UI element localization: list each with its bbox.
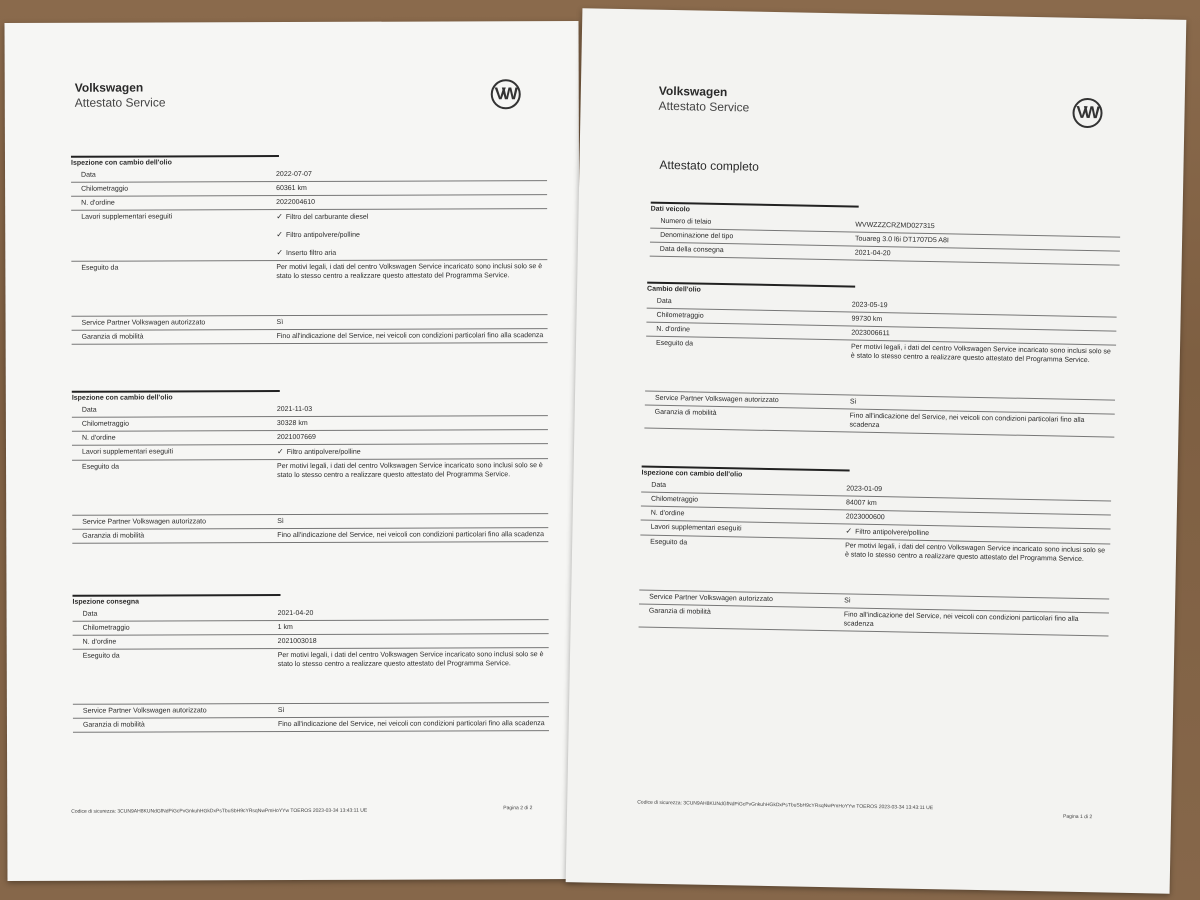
row-value: Sì — [277, 707, 285, 715]
list-item — [276, 229, 547, 240]
row-value: 99730 km — [851, 315, 883, 324]
vehicle-data-section — [650, 202, 1121, 266]
row-label: Eseguito da — [650, 538, 688, 547]
row-value: Fino all'indicazione del Service, nei veicoli con condizioni particolari fino alla scadenza — [276, 332, 544, 341]
row-value: Fino all'indicazione del Service, nei veicoli con condizioni particolari fino alla scadenza — [277, 531, 545, 540]
table-row — [71, 260, 547, 317]
vw-logo-icon: VW — [491, 79, 521, 109]
row-label: N. d'ordine — [650, 509, 685, 518]
row-label: Eseguito da — [82, 463, 120, 471]
row-label: Eseguito da — [82, 652, 120, 660]
row-value: Fino all'indicazione del Service, nei veicoli con condizioni particolari fino alla scadenza — [843, 611, 1079, 628]
row-value: 2023006611 — [851, 329, 890, 338]
row-value: 2021-04-20 — [277, 609, 314, 618]
inspection-section — [639, 466, 1112, 637]
brand-name: Volkswagen — [658, 83, 728, 100]
row-value: 2022004610 — [276, 198, 316, 207]
row-label: N. d'ordine — [81, 199, 115, 207]
row-label: N. d'ordine — [656, 325, 690, 334]
extra-work-list — [277, 444, 548, 459]
extra-work-list — [276, 209, 547, 260]
row-label: Chilometraggio — [656, 311, 704, 320]
row-value: 2021003018 — [277, 637, 317, 646]
section-title: Ispezione con cambio dell'olio — [71, 155, 279, 168]
table-row — [72, 329, 548, 345]
row-label: Garanzia di mobilità — [82, 532, 145, 540]
row-value — [844, 539, 1110, 598]
table-row — [73, 717, 549, 733]
executed-text: Per motivi legali, i dati del centro Volkswagen Service incaricato sono inclusi solo se è stato lo stesso centro a realizzare questo attestato del Programma Service. — [850, 343, 1111, 365]
row-label: Data — [81, 171, 96, 179]
section-title: Ispezione consegna — [73, 594, 281, 607]
executed-text: Per motivi legali, i dati del centro Volkswagen Service incaricato sono inclusi solo se è stato lo stesso centro a realizzare questo attestato del Programma Service. — [276, 263, 543, 281]
row-label: Garanzia di mobilità — [81, 333, 144, 341]
check-icon: ✓ — [276, 248, 284, 258]
oil-change-section — [644, 282, 1117, 438]
service-section-3 — [73, 593, 549, 733]
list-item — [276, 247, 547, 258]
row-label: Service Partner Volkswagen autorizzato — [82, 707, 207, 715]
table-row — [72, 444, 548, 461]
check-icon: ✓ — [276, 230, 283, 240]
row-label: Eseguito da — [81, 264, 119, 272]
row-value: 2023-05-19 — [851, 301, 888, 310]
row-value: Fino all'indicazione del Service, nei veicoli con condizioni particolari fino alla scadenza — [849, 412, 1085, 430]
row-value: 2023-01-09 — [846, 485, 883, 494]
row-value: Sì — [844, 597, 851, 605]
row-label: Chilometraggio — [650, 495, 699, 504]
list-item — [276, 211, 547, 222]
row-value: Fino all'indicazione del Service, nei veicoli con condizioni particolari fino alla scadenza — [277, 720, 545, 729]
row-label: N. d'ordine — [82, 638, 117, 646]
row-label: Lavori supplementari eseguiti — [81, 448, 174, 456]
row-value: 2023000600 — [845, 513, 885, 522]
brand-block — [658, 84, 749, 116]
table-row — [72, 459, 548, 516]
row-label: Chilometraggio — [82, 624, 130, 632]
vw-logo-icon: VW — [1072, 98, 1103, 129]
section-title: Dati veicolo — [651, 202, 859, 218]
item-text: Filtro antipolvere/polline — [286, 448, 361, 457]
row-label: Numero di telaio — [660, 217, 712, 226]
row-value — [276, 260, 547, 315]
security-code-footer: Codice di sicurezza: 3CUN9AH8KUNdGfNdPiGcPvGnkuhHGkDxPsTbuSbH9cYRsqNwPmHoYYw TOEROS 2023-03-34 13:43:11 UE — [71, 807, 368, 815]
row-value: Touareg 3.0 l6i DT1707D5 A8I — [854, 235, 949, 245]
row-label: Service Partner Volkswagen autorizzato — [81, 319, 206, 327]
page-number: Pagina 1 di 2 — [1062, 813, 1093, 821]
row-value: 2022-07-07 — [276, 170, 312, 179]
row-label: Data della consegna — [659, 245, 724, 255]
row-value — [278, 648, 549, 703]
item-text: Inserto filtro aria — [286, 249, 337, 258]
executed-text: Per motivi legali, i dati del centro Volkswagen Service incaricato sono inclusi solo se è stato lo stesso centro a realizzare questo attestato del Programma Service. — [277, 462, 543, 480]
row-label: Garanzia di mobilità — [648, 607, 711, 616]
row-label: Data — [656, 297, 672, 306]
row-value: Sì — [849, 398, 857, 406]
section-title: Ispezione con cambio dell'olio — [641, 466, 849, 482]
row-label: Garanzia di mobilità — [654, 408, 717, 417]
row-label: Chilometraggio — [81, 420, 130, 428]
executed-text: Per motivi legali, i dati del centro Volkswagen Service incaricato sono inclusi solo se è stato lo stesso centro a realizzare questo attestato del Programma Service. — [277, 651, 544, 669]
row-label: Eseguito da — [655, 339, 694, 348]
table-row — [72, 528, 548, 544]
row-label: Lavori supplementari eseguiti — [650, 523, 742, 533]
brand-name: Volkswagen — [74, 80, 144, 95]
section-title: Cambio dell'olio — [647, 282, 855, 298]
table-row — [645, 337, 1116, 401]
row-value: 84007 km — [845, 499, 877, 508]
row-label: Denominazione del tipo — [660, 231, 734, 241]
row-label: Chilometraggio — [81, 185, 129, 193]
executed-text: Per motivi legali, i dati del centro Volkswagen Service incaricato sono inclusi solo se è stato lo stesso centro a realizzare questo attestato del Programma Service. — [844, 542, 1106, 564]
row-value: 60361 km — [276, 184, 307, 193]
row-value: 1 km — [277, 624, 293, 632]
service-page-2 — [5, 21, 582, 881]
document-subtitle: Attestato Service — [658, 98, 750, 115]
check-icon: ✓ — [845, 526, 853, 536]
check-icon: ✓ — [276, 212, 283, 222]
section-title: Ispezione con cambio dell'olio — [72, 390, 280, 403]
check-icon: ✓ — [276, 447, 284, 457]
row-label: Service Partner Volkswagen autorizzato — [654, 394, 779, 405]
brand-block — [75, 80, 166, 110]
table-row — [639, 535, 1110, 599]
row-value — [850, 341, 1116, 400]
page-heading: Attestato completo — [659, 157, 759, 174]
row-value: 30328 km — [276, 419, 308, 428]
row-label: Data — [81, 406, 97, 414]
table-row — [73, 648, 549, 705]
row-label: Data — [651, 481, 667, 489]
row-label: Lavori supplementari eseguiti — [81, 213, 173, 221]
document-subtitle: Attestato Service — [74, 95, 166, 110]
item-text: Filtro antipolvere/polline — [285, 231, 360, 240]
row-label: Data — [82, 610, 98, 618]
row-value — [277, 459, 548, 514]
row-label: Garanzia di mobilità — [82, 721, 145, 729]
item-text: Filtro antipolvere/polline — [855, 528, 930, 538]
service-page-1 — [566, 8, 1187, 893]
service-section-1 — [71, 154, 548, 345]
row-value: Sì — [277, 518, 284, 526]
row-label: Service Partner Volkswagen autorizzato — [82, 518, 206, 526]
row-value: WVWZZZCRZMD027315 — [855, 221, 935, 231]
page-number: Pagina 2 di 2 — [503, 805, 533, 812]
row-label: Service Partner Volkswagen autorizzato — [649, 593, 773, 604]
row-value: 2021-11-03 — [276, 405, 313, 414]
row-value: Sì — [276, 319, 284, 327]
item-text: Filtro del carburante diesel — [285, 213, 369, 222]
security-code-footer: Codice di sicurezza: 3CUN9AH8KUNdGfNdPiGcPvGnkuhHGkDxPsTbuSbH9cYRsqNwPmHoYYw TOEROS 2023-03-34 13:43:11 UE — [637, 799, 934, 812]
row-value: 2021-04-20 — [854, 249, 891, 258]
row-label: N. d'ordine — [81, 434, 116, 442]
service-section-2 — [72, 389, 549, 544]
list-item — [277, 446, 548, 457]
table-row — [71, 209, 547, 262]
row-value: 2021007669 — [276, 433, 316, 442]
